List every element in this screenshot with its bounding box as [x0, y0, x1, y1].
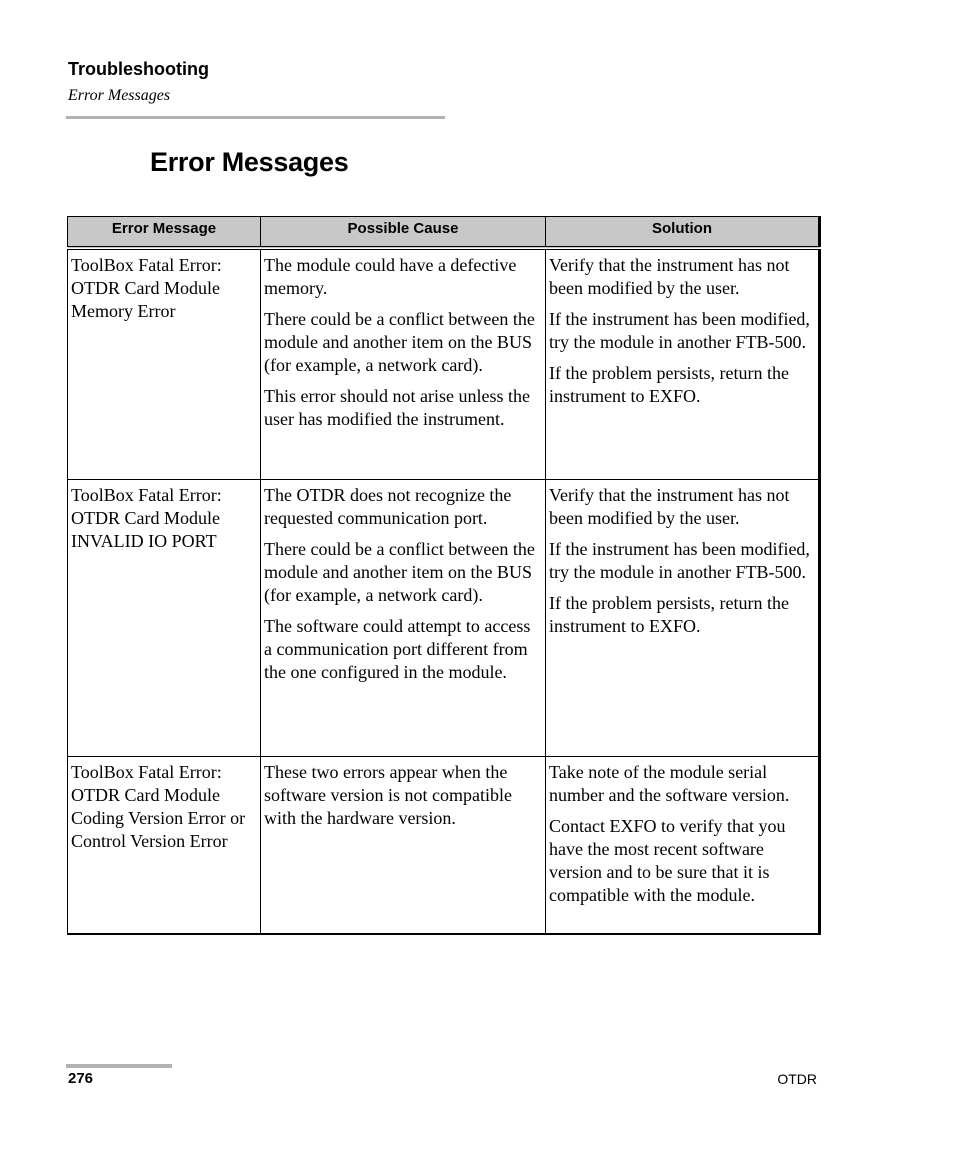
table-row	[68, 479, 820, 756]
solution-paragraph: Verify that the instrument has not been modified by the user.	[549, 255, 790, 298]
solution-paragraph: If the problem persists, return the instrument to EXFO.	[549, 592, 789, 636]
solution-paragraph: Take note of the module serial number and the software version.	[549, 761, 790, 805]
possible-cause-cell	[261, 756, 546, 934]
table-row	[68, 248, 820, 479]
solution-paragraph: If the instrument has been modified, try the module in another FTB-500.	[549, 309, 810, 352]
solution-paragraph: Contact EXFO to verify that you have the most recent software version and to be sure that it is compatible with the module.	[549, 815, 786, 905]
footer-rule	[66, 1064, 172, 1068]
solution-cell	[546, 248, 820, 479]
table-row	[68, 756, 820, 934]
section-title: Troubleshooting	[68, 59, 209, 79]
possible-cause-cell	[261, 248, 546, 479]
error-messages-table	[67, 216, 821, 935]
solution-paragraph: If the problem persists, return the instrument to EXFO.	[549, 363, 789, 406]
table-header-row	[68, 217, 820, 249]
page-number: 276	[68, 1070, 94, 1087]
solution-paragraph: Verify that the instrument has not been modified by the user.	[549, 484, 790, 528]
error-message-cell: ToolBox Fatal Error: OTDR Card Module Coding Version Error or Control Version Error	[68, 756, 261, 934]
possible-cause-cell	[261, 479, 546, 756]
error-message-cell: ToolBox Fatal Error: OTDR Card Module INVALID IO PORT	[68, 479, 261, 756]
cause-paragraph: This error should not arise unless the user has modified the instrument.	[264, 386, 530, 429]
solution-cell	[546, 756, 820, 934]
cause-paragraph: There could be a conflict between the module and another item on the BUS (for example, a network card).	[264, 309, 535, 375]
solution-paragraph: If the instrument has been modified, try the module in another FTB-500.	[549, 538, 810, 582]
cause-paragraph: The OTDR does not recognize the requested communication port.	[264, 484, 512, 528]
header-rule	[66, 116, 445, 119]
cause-paragraph: There could be a conflict between the module and another item on the BUS (for example, a network card).	[264, 538, 535, 605]
cause-paragraph: The module could have a defective memory.	[264, 255, 517, 298]
running-header	[68, 58, 209, 106]
page-title: Error Messages	[150, 147, 349, 177]
error-message-cell: ToolBox Fatal Error: OTDR Card Module Memory Error	[68, 248, 261, 479]
cause-paragraph: These two errors appear when the software version is not compatible with the hardware version.	[264, 761, 512, 828]
cause-paragraph: The software could attempt to access a communication port different from the one configured in the module.	[264, 615, 531, 682]
product-name: OTDR	[777, 1071, 817, 1087]
column-header-possible-cause: Possible Cause	[261, 217, 546, 249]
subsection-title: Error Messages	[68, 87, 171, 104]
column-header-solution: Solution	[546, 217, 820, 249]
column-header-error-message: Error Message	[68, 217, 261, 249]
solution-cell	[546, 479, 820, 756]
